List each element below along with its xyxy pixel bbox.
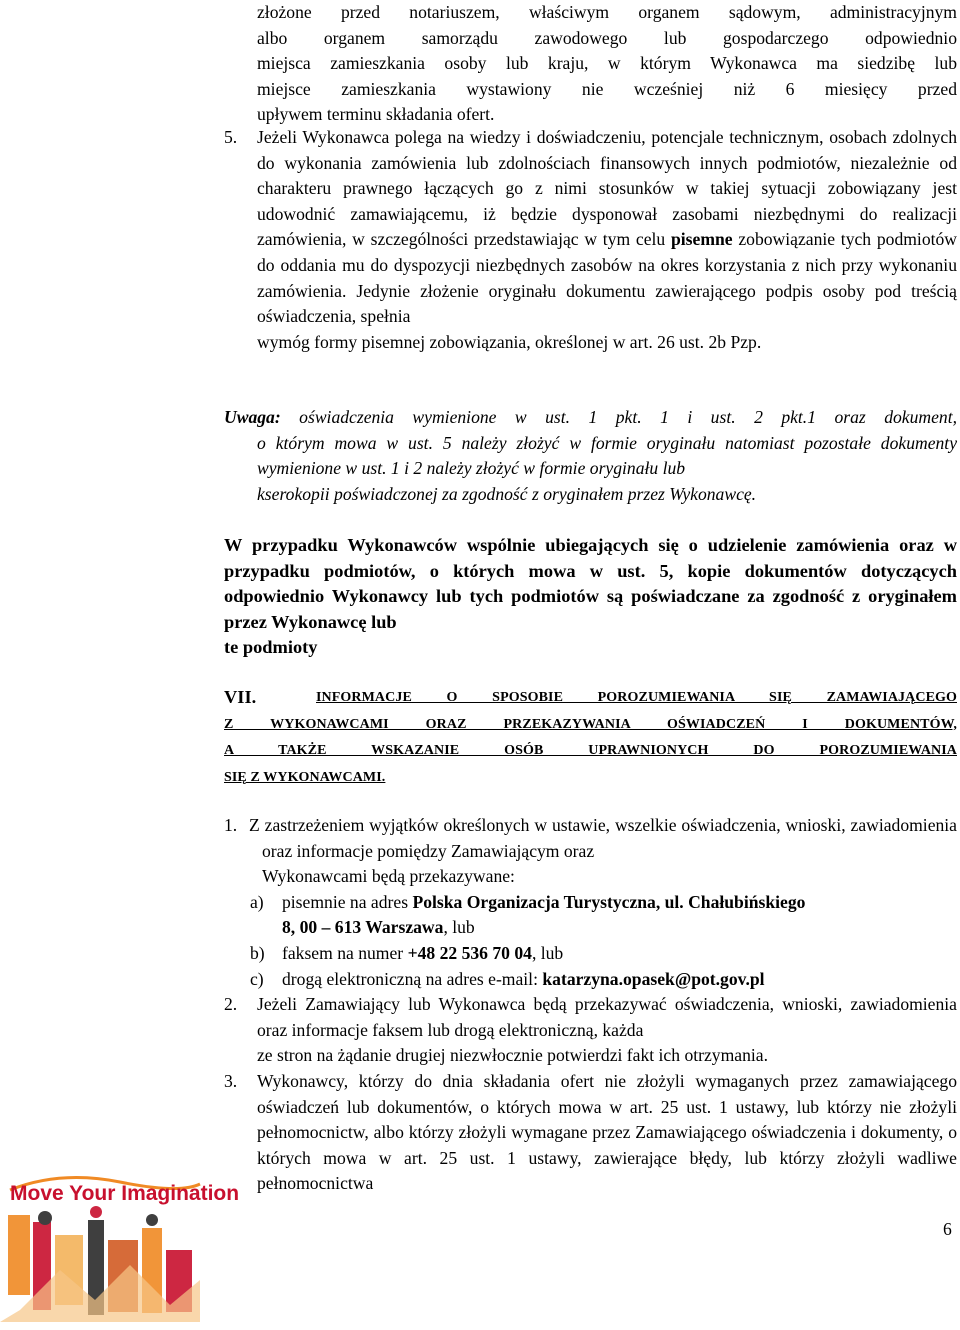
item-text: Jeżeli Zamawiający lub Wykonawca będą przekazywać oświadczenia, wnioski, zawiadomienia oraz informacje faksem lub drogą elektroniczną, każda	[257, 994, 957, 1040]
continuation-paragraph	[257, 0, 957, 128]
logo-graphic	[0, 1160, 240, 1322]
sub-item-letter: c)	[250, 968, 264, 989]
bold-notice-text: W przypadku Wykonawców wspólnie ubiegających się o udzielenie zamówienia oraz w przypadku podmiotów, o których mowa w ust. 5, kopie dokumentów dotyczących odpowiednio Wykonawcy lub tych podmiotów są poświadczane za zgodność z oryginałem przez Wykonawcę lub	[224, 535, 957, 632]
section-title-line: A TAKŻE WSKAZANIE OSÓB UPRAWNIONYCH DO POROZUMIEWANIA	[224, 743, 957, 758]
note-uwaga	[224, 405, 957, 507]
text-line: upływem terminu składania ofert.	[257, 104, 495, 125]
note-first-line	[224, 405, 957, 431]
sub-item-prefix: faksem na numer	[282, 942, 404, 963]
section-title	[224, 712, 957, 792]
sub-item-suffix: , lub	[443, 917, 475, 938]
list-item-3	[224, 1069, 957, 1197]
sub-item-prefix: drogą elektroniczną na adres e-mail:	[282, 968, 538, 989]
section-title-line: INFORMACJE O SPOSOBIE POROZUMIEWANIA SIĘ ZAMAWIAJĄCEGO	[316, 690, 957, 705]
list-item-2	[224, 992, 957, 1069]
page-number: 6	[943, 1219, 952, 1239]
item-number: 3.	[224, 1070, 238, 1091]
list-item-5	[224, 125, 957, 355]
sub-item-text	[282, 967, 957, 993]
sub-item-letter: a)	[250, 891, 264, 912]
item-last-line: ze stron na żądanie drugiej niezwłocznie potwierdzi fakt ich otrzymania.	[257, 1045, 768, 1066]
logo-text: Move Your Imagination	[10, 1182, 240, 1205]
item-text-part: Jeżeli Wykonawca polega na wiedzy i doświadczeniu, potencjale technicznym, osobach zdolnych do wykonania zamówienia lub zdolnościach finansowych innych podmiotów, niezależnie od charakteru prawnego łączących go z nimi stosunków w takiej sytuacji zobowiązany jest udowodnić zamawiającemu, iż będzie dysponował zasobami niezbędnymi do realizacji zamówienia, w szczególności przedstawiając w tym celu	[257, 127, 957, 250]
sub-item-b	[250, 941, 957, 967]
item-last-line: wymóg formy pisemnej zobowiązania, określonej w art. 26 ust. 2b Pzp.	[257, 331, 762, 352]
bold-notice-last-line: te podmioty	[224, 637, 318, 658]
emphasis-pisemne: pisemne	[671, 229, 733, 250]
section-title-line: Z WYKONAWCAMI ORAZ PRZEKAZYWANIA OŚWIADCZEŃ I DOKUMENTÓW,	[224, 716, 957, 732]
move-your-imagination-logo	[0, 1160, 240, 1322]
item-text: Wykonawcy, którzy do dnia składania ofert nie złożyli wymaganych przez zamawiającego oświadczeń lub dokumentów, o których mowa w art. 25 ust. 1 ustawy, lub którzy nie złożyli pełnomocnictw, albo którzy złożyli wymagane przez Zamawiającego oświadczenia i dokumenty, o których mowa w art. 25 ust. 1 ustawy, zawierające błędy, lub którzy złożyli wadliwe pełnomocnictwa	[257, 1070, 957, 1194]
note-text: o którym mowa w ust. 5 należy złożyć w formie oryginału natomiast pozostałe dokumenty wymienione w ust. 1 i 2 należy złożyć w formie oryginału lub	[257, 432, 957, 479]
text-line: złożone przed notariuszem, właściwym organem sądowym, administracyjnym	[257, 2, 957, 22]
text-line: miejsce zamieszkania wystawiony nie wcześniej niż 6 miesięcy przed	[257, 78, 957, 99]
list-item-1	[224, 813, 957, 992]
item-number: 1.	[224, 815, 238, 835]
address-bold: Polska Organizacja Turystyczna, ul. Chałubińskiego	[412, 891, 806, 912]
sub-item-a	[250, 890, 957, 941]
note-last-line: kserokopii poświadczonej za zgodność z oryginałem przez Wykonawcę.	[257, 483, 757, 504]
email-address: katarzyna.opasek@pot.gov.pl	[542, 968, 765, 989]
sub-item-suffix: , lub	[531, 942, 564, 963]
sub-item-text	[282, 915, 957, 941]
item-text: Z zastrzeżeniem wyjątków określonych w ustawie, wszelkie oświadczenia, wnioski, zawiadomienia oraz informacje pomiędzy Zamawiającym oraz	[249, 815, 957, 861]
bold-notice	[224, 533, 957, 661]
note-label: Uwaga:	[224, 407, 281, 427]
section-number: VII.	[224, 687, 257, 707]
address-bold: 8, 00 – 613 Warszawa	[282, 917, 444, 938]
sub-item-prefix: pisemnie na adres	[282, 891, 409, 912]
sub-item-letter: b)	[250, 942, 265, 963]
communication-list	[224, 813, 957, 1197]
sub-item-text	[282, 941, 957, 967]
item-text	[257, 125, 957, 330]
section-title-line: SIĘ Z WYKONAWCAMI.	[224, 769, 386, 785]
item-number: 2.	[224, 994, 238, 1015]
section-title	[316, 685, 957, 712]
sub-item-text	[282, 890, 957, 916]
note-text: oświadczenia wymienione w ust. 1 pkt. 1 i ust. 2 pkt.1 oraz dokument,	[299, 407, 957, 427]
text-line: miejsca zamieszkania osoby lub kraju, w którym Wykonawca ma siedzibę lub	[257, 53, 957, 74]
fax-number: +48 22 536 70 04	[407, 942, 532, 963]
item-last-line: Wykonawcami będą przekazywane:	[262, 866, 515, 887]
sub-item-c	[250, 967, 957, 993]
section-vii-heading	[224, 685, 957, 791]
item-text-part: zobowiązanie tych podmiotów do oddania mu do dyspozycji niezbędnych zasobów na okres korzystania z nich przy wykonaniu zamówienia. Jedynie złożenie oryginału dokumentu zawierającego podpis osoby pod treścią oświadczenia, spełnia	[257, 229, 958, 327]
text-line: albo organem samorządu zawodowego lub gospodarczego odpowiednio	[257, 27, 957, 48]
item-number: 5.	[224, 127, 238, 147]
